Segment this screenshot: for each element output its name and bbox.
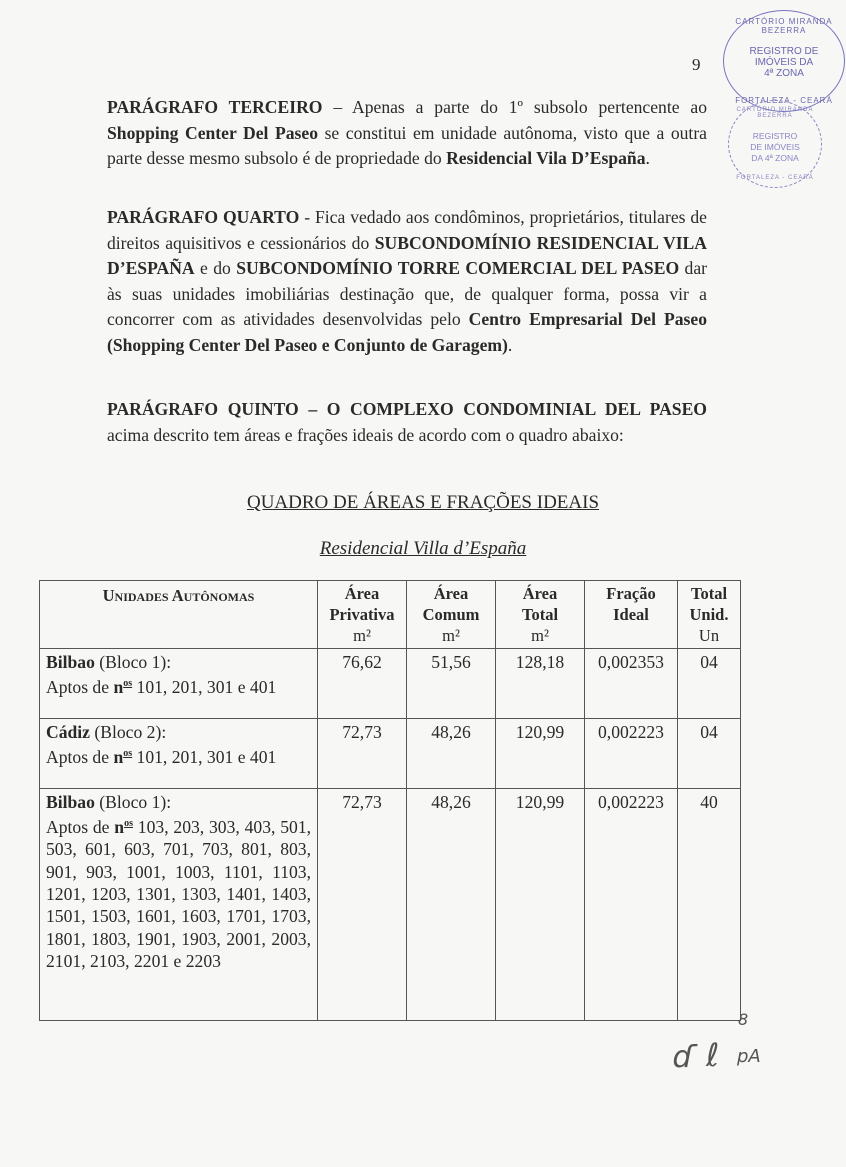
total-unid-cell: 04 [678,719,741,789]
handwritten-mark: 8 [738,1010,749,1029]
area-comum-cell: 48,26 [407,789,496,1021]
header-line: Unid. [689,605,729,624]
text: . [507,334,513,355]
aptos-prefix: Aptos de [46,677,114,698]
paragraph-label: PARÁGRAFO QUARTO [107,207,300,227]
text: . [645,148,650,168]
header-line: Un [698,626,720,645]
header-total-unid [678,581,741,649]
stamp-ring-text: CARTÓRIO MIRANDA BEZERRA [735,17,833,35]
header-line: m² [531,626,549,645]
block-detail: (Bloco 1): [94,652,172,672]
header-area-comum [407,581,496,649]
block-name: Cádiz [46,722,90,742]
paragraph-terceiro [107,95,707,172]
fracao-ideal-cell: 0,002223 [585,789,678,1021]
header-line: Privativa [329,605,395,624]
notary-stamp [723,10,845,112]
bold-text: SUBCONDOMÍNIO TORRE COMERCIAL DEL PASEO [236,258,680,278]
header-line: Área [344,584,380,603]
stamp-line: IMÓVEIS DA [754,57,814,68]
stamp-ring-text: FORTALEZA - CEARÁ [735,96,833,105]
stamp-line: 4ª ZONA [764,68,804,79]
numero-abbrev: n [113,747,124,768]
text: e do [194,258,237,278]
paragraph-label: PARÁGRAFO TERCEIRO [107,97,323,117]
aptos-list: 101, 201, 301 e 401 [132,677,277,698]
bold-text: Shopping Center Del Paseo [107,122,318,143]
text: – Apenas a parte do 1º subsolo pertencente ao [322,97,707,117]
stamp-line: REGISTRO DE [749,46,819,57]
table-header-row [40,581,741,649]
table-row [40,719,741,789]
text: acima descrito tem áreas e frações ideais de acordo com o quadro abaixo: [107,424,624,445]
handwritten-initial: pA [737,1046,761,1067]
numero-sup: os [124,818,133,830]
area-total-cell: 120,99 [496,719,585,789]
table-row [40,649,741,719]
total-unid-cell: 40 [678,789,741,1021]
area-privativa-cell: 72,73 [318,719,407,789]
text: dar às suas unidades imobiliárias destinação que, de qualquer forma, possa vir a concorrer com as atividades desenvolvidas pelo [107,258,707,329]
bold-text: SUBCONDOMÍNIO RESIDENCIAL VILA D’ESPAÑA [107,232,707,278]
stamp-line: DE IMÓVEIS [750,142,800,153]
fracao-ideal-cell: 0,002353 [585,649,678,719]
table-subtitle: Residencial Villa d’España [319,538,527,559]
area-comum-cell: 48,26 [407,719,496,789]
numero-abbrev: n [114,817,125,838]
units-cell [40,719,318,789]
stamp-line: DA 4ª ZONA [751,153,799,164]
block-name: Bilbao [46,652,95,672]
area-comum-cell: 51,56 [407,649,496,719]
header-line: Fração [606,584,656,603]
aptos-list: 103, 203, 303, 403, 501, 503, 601, 603, 701, 703, 801, 803, 901, 903, 1001, 1003, 1101, 1103, 1201, 1203, 1301, 1303, 1401, 1403, 1501, 1503, 1601, 1603, 1701, 1703, 1801, 1803, 1901, 1903, 2001, 2003, 2101, 2103, 2201 e 2203 [46,817,312,971]
stamp-ring-text: CARTÓRIO MIRANDA BEZERRA [736,107,814,119]
bold-text: Centro Empresarial Del Paseo (Shopping Center Del Paseo e Conjunto de Garagem) [107,309,708,355]
block-detail: (Bloco 2): [89,722,167,742]
text: - Fica vedado aos condôminos, proprietários, titulares de direitos aquisitivos e cessionários do [107,207,707,253]
block-detail: (Bloco 1): [94,792,172,812]
aptos-prefix: Aptos de [46,747,114,768]
header-line: Total [521,605,559,624]
header-units: Unidades Autônomas [40,581,318,649]
notary-stamp-secondary [728,100,822,188]
block-name: Bilbao [46,792,95,812]
header-line: Área [522,584,558,603]
area-privativa-cell: 72,73 [318,789,407,1021]
paragraph-quarto [107,205,707,358]
header-area-privativa [318,581,407,649]
units-cell [40,649,318,719]
aptos-list: 101, 201, 301 e 401 [132,747,277,768]
numero-sup: os [123,678,133,690]
area-privativa-cell: 76,62 [318,649,407,719]
handwritten-initial: ℓ [706,1036,720,1074]
handwritten-initial: ɗ [673,1040,695,1075]
page-number: 9 [692,55,701,74]
header-area-total [496,581,585,649]
areas-table [39,580,741,1021]
aptos-prefix: Aptos de [46,817,115,838]
header-line: Comum [422,605,480,624]
paragraph-label: PARÁGRAFO QUINTO – O COMPLEXO CONDOMINIAL DEL PASEO [107,399,707,419]
header-line: Total [690,584,728,603]
stamp-line: REGISTRO [752,131,798,142]
paragraph-quinto [107,397,707,448]
fracao-ideal-cell: 0,002223 [585,719,678,789]
table-title: QUADRO DE ÁREAS E FRAÇÕES IDEAIS [246,492,600,513]
header-line: m² [353,626,371,645]
numero-sup: os [123,748,133,760]
header-line: m² [442,626,460,645]
table-row [40,789,741,1021]
bold-text: Residencial Vila D’España [446,148,646,168]
units-cell [40,789,318,1021]
header-fracao-ideal [585,581,678,649]
header-line: Área [433,584,469,603]
stamp-ring-text: FORTALEZA - CEARÁ [736,175,814,181]
total-unid-cell: 04 [678,649,741,719]
area-total-cell: 120,99 [496,789,585,1021]
header-line: Ideal [613,605,649,624]
text: se constitui em unidade autônoma, visto que a outra parte desse mesmo subsolo é de propriedade do [107,122,707,168]
area-total-cell: 128,18 [496,649,585,719]
numero-abbrev: n [113,677,124,698]
